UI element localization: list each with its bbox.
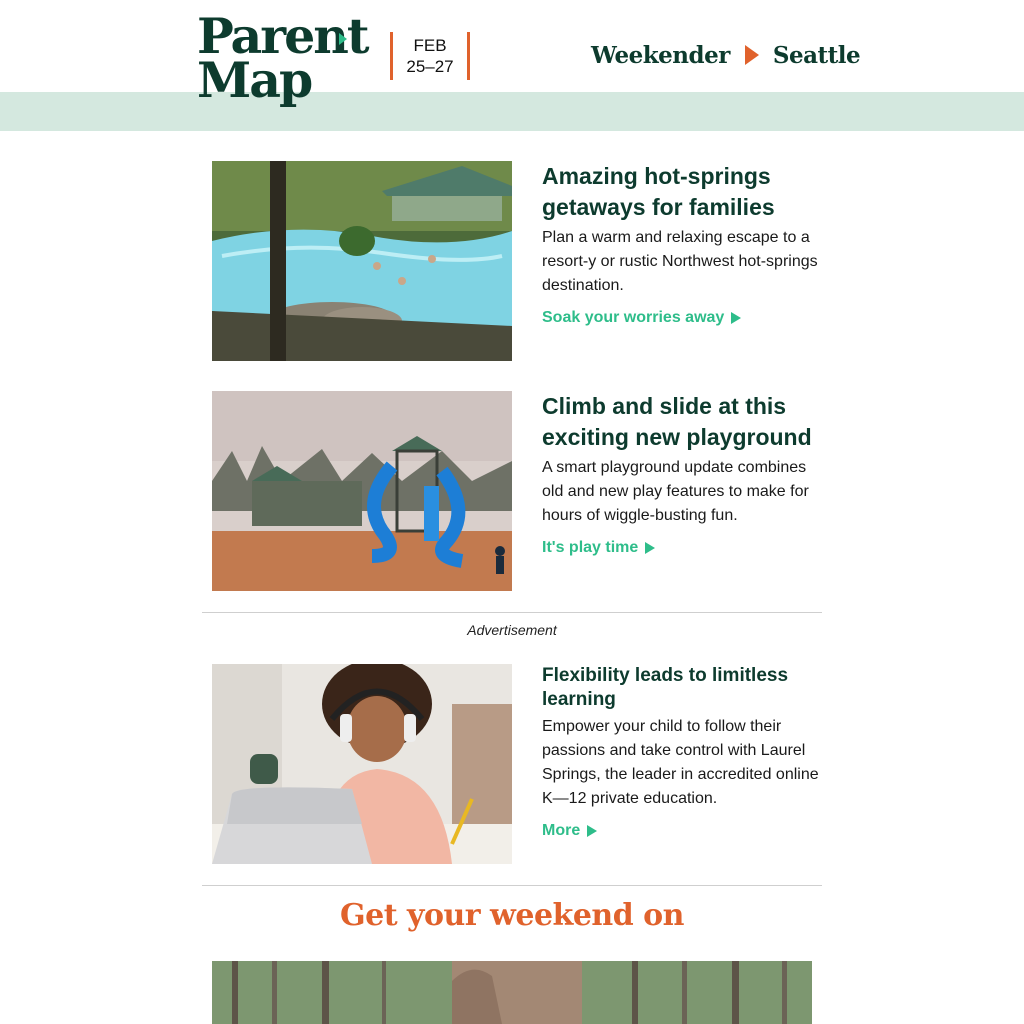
playground-photo-icon — [212, 391, 512, 591]
divider — [202, 612, 822, 613]
logo-line1: Parent — [197, 7, 368, 65]
divider — [202, 885, 822, 886]
date-month: FEB — [413, 36, 447, 55]
article-headline[interactable]: Climb and slide at this exciting new playground — [542, 393, 812, 450]
ad-text — [542, 664, 822, 841]
playground-photo[interactable] — [212, 391, 512, 591]
play-arrow-icon — [645, 542, 655, 554]
article-headline[interactable]: Amazing hot-springs getaways for families — [542, 163, 775, 220]
cta-label: Soak your worries away — [542, 309, 725, 326]
cta-label: More — [542, 822, 581, 839]
date-range: 25–27 — [406, 57, 454, 76]
article-cta-link[interactable] — [542, 538, 655, 558]
newsletter-name: Weekender — [591, 41, 730, 69]
forest-photo[interactable] — [212, 961, 812, 1024]
cta-label: It's play time — [542, 539, 639, 556]
article-description: A smart playground update combines old and new play features to make for hours of wiggle-busting fun. — [542, 459, 809, 524]
article-text — [542, 391, 822, 558]
play-arrow-icon — [745, 45, 759, 65]
logo-line2: Map — [197, 51, 312, 109]
hot-springs-photo-icon — [212, 161, 512, 361]
play-arrow-icon — [731, 312, 741, 324]
section-title: Get your weekend on — [340, 898, 684, 933]
article-text — [542, 161, 822, 328]
ad-more-link[interactable] — [542, 821, 597, 841]
ad-headline[interactable]: Flexibility leads to limitless learning — [542, 665, 789, 710]
logo-play-icon — [339, 33, 347, 45]
advertisement-label: Advertisement — [467, 622, 557, 638]
date-badge — [390, 32, 470, 80]
article-description: Plan a warm and relaxing escape to a resort-y or rustic Northwest hot-springs destination. — [542, 229, 818, 294]
city-name: Seattle — [772, 41, 861, 69]
ad-description: Empower your child to follow their passions and take control with Laurel Springs, the leader in accredited online K—12 private education. — [542, 718, 819, 807]
student-laptop-photo[interactable] — [212, 664, 512, 864]
hot-springs-photo[interactable] — [212, 161, 512, 361]
header — [0, 0, 1024, 130]
article-cta-link[interactable] — [542, 308, 741, 328]
forest-photo-icon — [212, 961, 812, 1024]
edition-title — [591, 38, 860, 72]
play-arrow-icon — [587, 825, 597, 837]
student-laptop-photo-icon — [212, 664, 512, 864]
parentmap-logo[interactable] — [197, 7, 368, 109]
